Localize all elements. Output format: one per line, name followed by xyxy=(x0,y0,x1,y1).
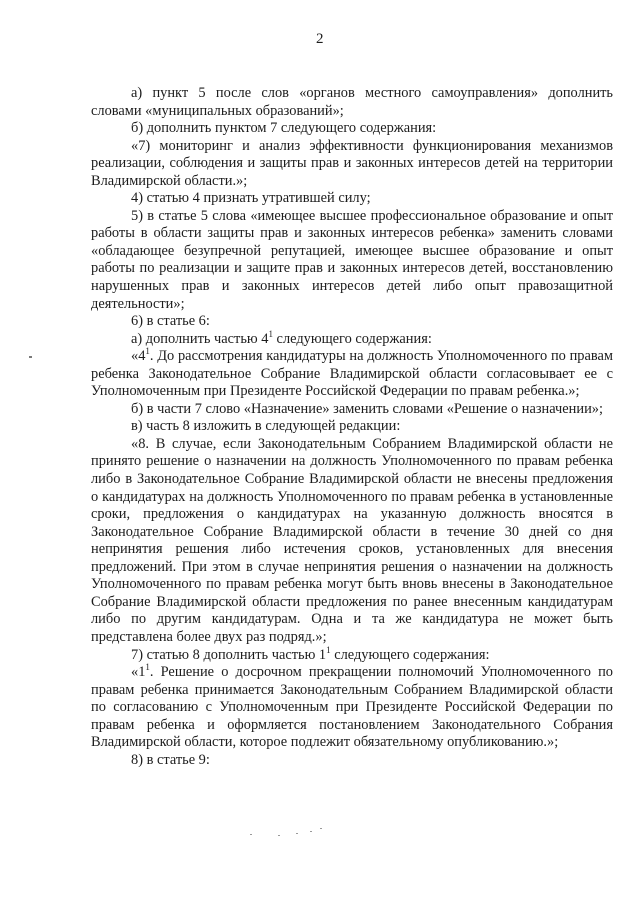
paragraph-2: б) дополнить пунктом 7 следующего содержания: xyxy=(131,120,437,137)
paragraph-6: 6) в статье 6: xyxy=(131,313,210,330)
scan-specks xyxy=(248,826,338,840)
paragraph-11: «8. В случае, если Законодательным Собранием Владимирской области не принято решение о назначении на должность Уполномоченного по правам ребенка либо в Законодательное Собрание Владимирской области не внесены предложения о кандидатурах на должность Уполномоченного по правам ребенка в установленные сроки, предложения о кандидатурах на указанную должность вносятся в Законодательное Собрание Владимирской области в течение 30 дней со дня непринятия решения либо истечения сроков, установленных для внесения предложений. При этом в случае непринятия решения о назначении на должность Уполномоченного по правам ребенка могут быть вновь внесены в Законодательное Собрание Владимирской области предложения по ранее внесенным кандидатурам либо по другим кандидатурам. Одна и та же кандидатура не может быть представлена более двух раз подряд.»; xyxy=(91,435,613,645)
paragraph-9: б) в части 7 слово «Назначение» заменить словами «Решение о назначении»; xyxy=(131,400,603,417)
scan-speck xyxy=(296,833,298,834)
paragraph-13: «$1^1$. Решение о досрочном прекращении полномочий Уполномоченного по правам ребенка принимается Законодательным Собранием Владимирской области по согласованию с Уполномоченным при Президенте Российской Федерации по правам ребенка и оформляется постановлением Законодательного Собрания Владимирской области, которое подлежит обязательному опубликованию.»; xyxy=(91,662,613,751)
paragraph-8: «$4^1$. До рассмотрения кандидатуры на должность Уполномоченного по правам ребенка Законодательное Собрание Владимирской области согласовывает ее с Уполномоченным при Президенте Российской Федерации по правам ребенка.»; xyxy=(91,346,613,400)
paragraph-3: «7) мониторинг и анализ эффективности функционирования механизмов реализации, соблюдения и защиты прав и законных интересов детей на территории Владимирской области.»; xyxy=(91,137,613,189)
scan-mark xyxy=(29,356,32,358)
scan-speck xyxy=(250,834,252,835)
paragraph-4: 4) статью 4 признать утратившей силу; xyxy=(131,190,371,207)
scan-speck xyxy=(310,831,312,832)
scan-speck xyxy=(320,828,322,829)
paragraph-14: 8) в статье 9: xyxy=(131,751,210,768)
paragraph-5: 5) в статье 5 слова «имеющее высшее профессиональное образование и опыт работы в области защиты прав и законных интересов ребенка» заменить словами «обладающее безупречной репутацией, имеющее высшее образование и опыт работы по реализации и защите прав и законных интересов детей, восстановлению нарушенных прав и законных интересов детей либо опыт правозащитной деятельности»; xyxy=(91,207,613,312)
paragraph-7: а) дополнить частью $4^1$ следующего содержания: xyxy=(131,328,432,347)
paragraph-1: а) пункт 5 после слов «органов местного самоуправления» дополнить словами «муниципальных образований»; xyxy=(91,85,613,119)
document-body xyxy=(91,85,613,769)
superscript: 1 xyxy=(145,662,150,673)
page-number: 2 xyxy=(316,31,324,47)
paragraph-12: 7) статью 8 дополнить частью $1^1$ следующего содержания: xyxy=(131,644,490,663)
superscript: 1 xyxy=(326,644,331,655)
superscript: 1 xyxy=(145,346,150,357)
scan-speck xyxy=(278,835,280,836)
superscript: 1 xyxy=(268,328,273,339)
paragraph-10: в) часть 8 изложить в следующей редакции: xyxy=(131,418,401,435)
